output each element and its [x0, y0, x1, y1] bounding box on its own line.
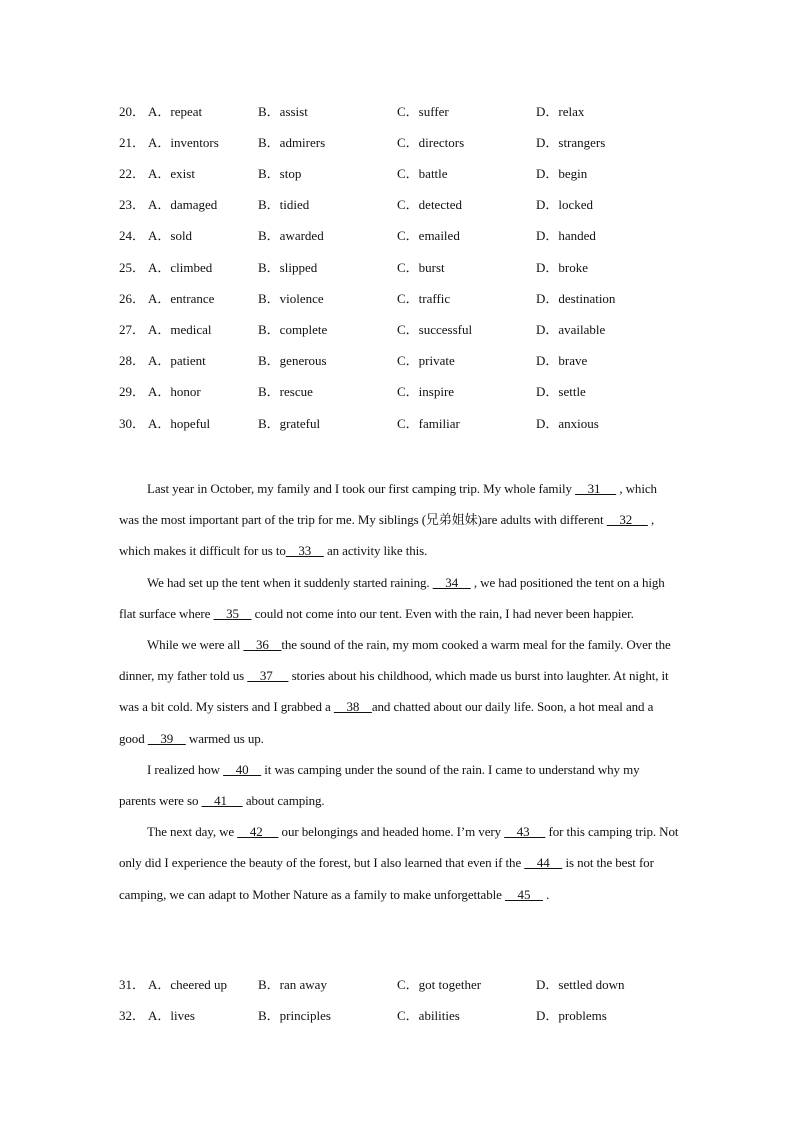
option-b: B．tidied: [258, 197, 310, 212]
option-c: C．private: [397, 353, 455, 368]
option-d: D．strangers: [536, 135, 606, 150]
blank-39: 39: [147, 730, 186, 746]
option-c: C．directors: [397, 135, 465, 150]
option-a: A．exist: [148, 166, 195, 181]
option-c: C．got together: [397, 977, 482, 992]
option-b: B．rescue: [258, 384, 313, 399]
paragraph: I realized how 40 it was camping under the sound of the rain. I came to understand why my parents were so 41 about camping.: [119, 761, 640, 809]
option-c: C．suffer: [397, 104, 449, 119]
question-number: 22．: [119, 166, 146, 181]
option-b: B．principles: [258, 1008, 331, 1023]
option-a: A．hopeful: [148, 416, 211, 431]
option-b: B．awarded: [258, 228, 324, 243]
question-number: 32．: [119, 1008, 146, 1023]
paragraph: While we were all 36 the sound of the rain, my mom cooked a warm meal for the family. Over the dinner, my father told us 37 stories about his childhood, which made us burst into laughter. At night, it was a bit cold. My sisters and I grabbed a 38 and chatted about our daily life. Soon, a hot meal and a good 39 warmed us up.: [119, 637, 671, 746]
question-number: 24．: [119, 228, 146, 243]
question-number: 28．: [119, 353, 146, 368]
question-number: 23．: [119, 197, 146, 212]
option-d: D．destination: [536, 291, 616, 306]
option-b: B．admirers: [258, 135, 326, 150]
option-d: D．brave: [536, 353, 588, 368]
question-number: 26．: [119, 291, 146, 306]
option-c: C．emailed: [397, 228, 460, 243]
option-b: B．ran away: [258, 977, 327, 992]
option-b: B．complete: [258, 322, 328, 337]
blank-33: 33: [285, 543, 324, 559]
question-number: 25．: [119, 260, 146, 275]
cloze-passage: [119, 473, 679, 910]
blank-44: 44: [524, 855, 563, 871]
option-d: D．anxious: [536, 416, 599, 431]
option-b: B．violence: [258, 291, 324, 306]
option-c: C．traffic: [397, 291, 451, 306]
option-a: A．inventors: [148, 135, 219, 150]
paragraph: We had set up the tent when it suddenly started raining. 34 , we had positioned the tent on a high flat surface where 35 could not come into our tent. Even with the rain, I had never been happier.: [119, 574, 665, 621]
question-number: 20．: [119, 104, 146, 119]
blank-36: 36: [243, 637, 282, 653]
option-d: D．settled down: [536, 977, 625, 992]
blank-38: 38: [333, 699, 372, 715]
blank-32: 32: [606, 512, 648, 528]
option-b: B．assist: [258, 104, 308, 119]
option-a: A．entrance: [148, 291, 215, 306]
blank-40: 40: [223, 761, 262, 777]
option-d: D．handed: [536, 228, 596, 243]
option-d: D．problems: [536, 1008, 607, 1023]
question-number: 27．: [119, 322, 146, 337]
blank-45: 45: [504, 886, 543, 902]
option-b: B．slipped: [258, 260, 318, 275]
question-number: 31．: [119, 977, 146, 992]
option-c: C．successful: [397, 322, 473, 337]
option-a: A．medical: [148, 322, 212, 337]
option-d: D．relax: [536, 104, 585, 119]
blank-41: 41: [201, 793, 243, 809]
option-c: C．abilities: [397, 1008, 460, 1023]
question-number: 30．: [119, 416, 146, 431]
option-d: D．begin: [536, 166, 588, 181]
option-a: A．repeat: [148, 104, 203, 119]
option-a: A．lives: [148, 1008, 195, 1023]
blank-34: 34: [432, 574, 471, 590]
option-a: A．honor: [148, 384, 201, 399]
blank-31: 31: [575, 481, 617, 496]
option-d: D．settle: [536, 384, 586, 399]
option-b: B．stop: [258, 166, 302, 181]
blank-37: 37: [247, 668, 289, 684]
option-c: C．inspire: [397, 384, 455, 399]
option-a: A．patient: [148, 353, 206, 368]
option-c: C．burst: [397, 260, 445, 275]
option-c: C．battle: [397, 166, 448, 181]
question-number: 21．: [119, 135, 146, 150]
option-c: C．familiar: [397, 416, 460, 431]
blank-43: 43: [504, 824, 546, 840]
paragraph: The next day, we 42 our belongings and headed home. I’m very 43 for this camping trip. Not only did I experience the beauty of the forest, but I also learned that even if the 44 is not the best for camping, we can adapt to Mother Nature as a family to make unforgettable 45 .: [119, 824, 679, 902]
option-a: A．climbed: [148, 260, 213, 275]
option-a: A．damaged: [148, 197, 218, 212]
blank-42: 42: [237, 824, 279, 840]
option-a: A．sold: [148, 228, 193, 243]
option-d: D．available: [536, 322, 606, 337]
blank-35: 35: [213, 605, 252, 621]
paragraph: Last year in October, my family and I took our first camping trip. My whole family 31 , which was the most important part of the trip for me. My siblings (兄弟姐妹)are adults with different 32 , which makes it difficult for us to 33 an activity like this.: [119, 481, 657, 559]
option-a: A．cheered up: [148, 977, 228, 992]
option-b: B．generous: [258, 353, 327, 368]
option-d: D．broke: [536, 260, 588, 275]
option-c: C．detected: [397, 197, 462, 212]
option-b: B．grateful: [258, 416, 321, 431]
option-d: D．locked: [536, 197, 594, 212]
question-number: 29．: [119, 384, 146, 399]
